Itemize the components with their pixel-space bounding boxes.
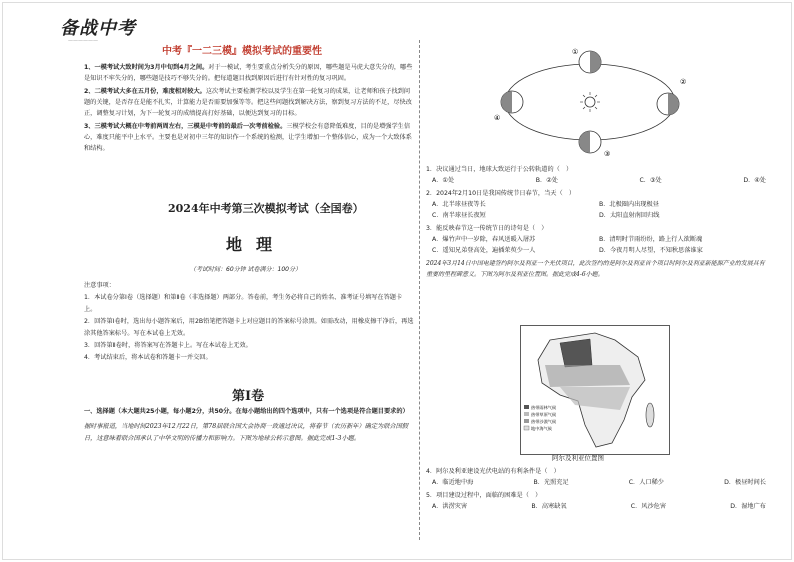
question-5: 5．项目建设过程中，面临的困难是（ ） xyxy=(426,492,542,499)
earth-position-3 xyxy=(579,131,601,153)
map-caption: 阿尔及利亚位置图 xyxy=(552,454,604,462)
option[interactable]: B．北极圈内出现极昼 xyxy=(599,201,659,208)
option[interactable]: D．④处 xyxy=(743,177,766,184)
option[interactable]: D．湿地广布 xyxy=(730,503,766,510)
question-3: 3．能反映春节这一传统节日的诗句是（ ） xyxy=(426,225,548,232)
option[interactable]: A．北半球昼夜等长 xyxy=(432,201,486,208)
legend-label: 热带雨林气候 xyxy=(531,405,557,410)
option[interactable]: C．人口稀少 xyxy=(628,479,664,486)
intro-paragraph xyxy=(84,86,414,119)
note-item: 4．考试结束后，将本试卷和答题卡一并交回。 xyxy=(84,354,212,361)
mcq-section xyxy=(84,406,414,448)
sun-icon xyxy=(580,92,600,112)
intro-lead: 2、二模考试大多在五月份，难度相对较大。 xyxy=(84,88,206,95)
column-divider xyxy=(419,40,420,540)
option[interactable]: A．①处 xyxy=(432,177,455,184)
question-4-options xyxy=(432,477,766,488)
question-1-options xyxy=(432,175,766,186)
question-2-options xyxy=(432,199,766,221)
option[interactable]: C．南半球昼长夜短 xyxy=(432,212,486,219)
intro-body: 三模学校会有意降低难度，目的是增强学生信心，难度只能平中上水平。主要也是对初中三年的知识作一个系统的检测，让学生增加一个整体信心，成为一个大致体系和结构。 xyxy=(84,123,412,152)
brand-logo xyxy=(60,14,145,54)
passage-1: 据时事报道，当地时间2023年12月22日，第78届联合国大会协商一致通过决议，将春节（农历新年）确定为联合国假日，这意味着联合国承认了中华文明的传播力和影响力。下图为地球公转示意图。据此完成1-3小题。 xyxy=(84,423,408,442)
note-item: 3．回答第Ⅱ卷时，将答案写在答题卡上。写在本试卷上无效。 xyxy=(84,342,252,349)
legend-label: 热带沙漠气候 xyxy=(531,419,557,424)
question-5-options xyxy=(432,501,766,512)
note-item: 1．本试卷分第Ⅰ卷（选择题）和第Ⅱ卷（非选择题）两部分。答卷前，考生务必将自己的姓名、准考证号填写在答题卡上。 xyxy=(84,294,403,313)
option[interactable]: B．光照充足 xyxy=(533,479,569,486)
question-2: 2．2024年2月10日是我国传统节日春节，当天（ ） xyxy=(426,190,576,197)
question-3-options xyxy=(432,234,766,256)
orbit-label: ② xyxy=(680,78,687,86)
algeria-highlight xyxy=(560,339,592,367)
option[interactable]: D．极昼时间长 xyxy=(724,479,766,486)
exam-time: （考试时间：60分钟 试卷满分：100分） xyxy=(190,266,301,273)
section-title: 第Ⅰ卷 xyxy=(232,389,265,404)
exam-title: 2024年中考第三次模拟考试（全国卷） xyxy=(168,202,364,215)
option[interactable]: A．爆竹声中一岁除，春风送暖入屠苏 xyxy=(432,236,536,243)
notes-heading: 注意事项： xyxy=(84,282,115,289)
option[interactable]: D．太阳直射南回归线 xyxy=(599,212,660,219)
option[interactable]: C．③处 xyxy=(639,177,662,184)
intro-paragraph xyxy=(84,121,414,154)
option[interactable]: B．②处 xyxy=(535,177,558,184)
option[interactable]: A．临近地中海 xyxy=(432,479,474,486)
banner-title: 中考『一二三模』模拟考试的重要性 xyxy=(162,46,322,57)
logo-subtext: —————— xyxy=(68,38,98,44)
passage-2: 2024年3月14日中国电建签约阿尔及利亚一个光伏项目，此次签约的是阿尔及利亚首个项目时阿尔及利亚新能源产业的发展具有重要的里程碑意义。下图为阿尔及利亚位置图。据此完成4-6小题。 xyxy=(426,260,765,278)
option[interactable]: C．遥知兄弟登高处，遍插茱萸少一人 xyxy=(432,247,536,254)
option[interactable]: B．高寒缺氧 xyxy=(531,503,567,510)
legend-label: 热带草原气候 xyxy=(531,412,557,417)
madagascar xyxy=(646,403,654,427)
option[interactable]: C．风沙危害 xyxy=(630,503,667,510)
question-1: 1．决议通过当日，地球大致运行于公转轨道的（ ） xyxy=(426,166,573,173)
orbit-label: ③ xyxy=(604,150,611,158)
orbit-label: ① xyxy=(572,48,579,56)
subject-title: 地理 xyxy=(226,235,287,254)
notes-section xyxy=(84,280,414,364)
option[interactable]: A．洪涝灾害 xyxy=(432,503,468,510)
legend-label: 地中海气候 xyxy=(531,426,552,431)
option[interactable]: B．清明时节雨纷纷，路上行人欲断魂 xyxy=(599,236,703,243)
note-item: 2．回答第Ⅰ卷时，选出每小题答案后，用2B铅笔把答题卡上对应题目的答案标号涂黑。如需改动，用橡皮擦干净后，再选涂其他答案标号。写在本试卷上无效。 xyxy=(84,318,414,337)
logo-text: 备战中考 xyxy=(60,18,136,39)
questions-4-5 xyxy=(426,466,766,514)
option[interactable]: D．今夜月明人尽望，不知秋思落谁家 xyxy=(599,247,703,254)
intro-lead: 3、三模考试大概在中考前两周左右，三模是中考前的最后一次考前检验。 xyxy=(84,123,287,130)
algeria-location-map xyxy=(520,325,670,455)
intro-section xyxy=(84,62,414,156)
intro-lead: 1、一模考试大致时间为3月中旬到4月之间。 xyxy=(84,64,209,71)
orbit-label: ④ xyxy=(494,114,501,122)
questions-1-3 xyxy=(426,164,766,282)
desert-zone xyxy=(545,365,630,387)
earth-position-4 xyxy=(501,91,523,113)
mcq-instructions: 一、选择题（本大题共25小题，每小题2分，共50分。在每小题给出的四个选项中，只有一个选项是符合题目要求的） xyxy=(84,408,409,415)
earth-position-1 xyxy=(579,51,601,73)
intro-body: 这次考试主要检测学校以及学生在第一轮复习的成果，让老师和孩子找到问题的关键，是否存在是能不扎实，计算能力是否需要加强等等。把这些问题找到解决方法，察到复习方法的不足，尽快改正，调整复习计划，为下一轮复习的成绩提高打好基础，以便达到复习的目标。 xyxy=(84,88,412,117)
earth-orbit-diagram xyxy=(490,42,690,162)
earth-position-2 xyxy=(657,93,679,115)
question-4: 4．阿尔及利亚建设光伏电站的有利条件是（ ） xyxy=(426,468,560,475)
intro-paragraph xyxy=(84,62,414,84)
intro-body: 对于一模试，考生要重点分析失分的原因，哪些题是马虎大意失分的，哪些是知识不牢失分的，哪些题是技巧不够失分的。把每道题目找到原因后进行有针对性的复习巩固。 xyxy=(84,64,413,82)
